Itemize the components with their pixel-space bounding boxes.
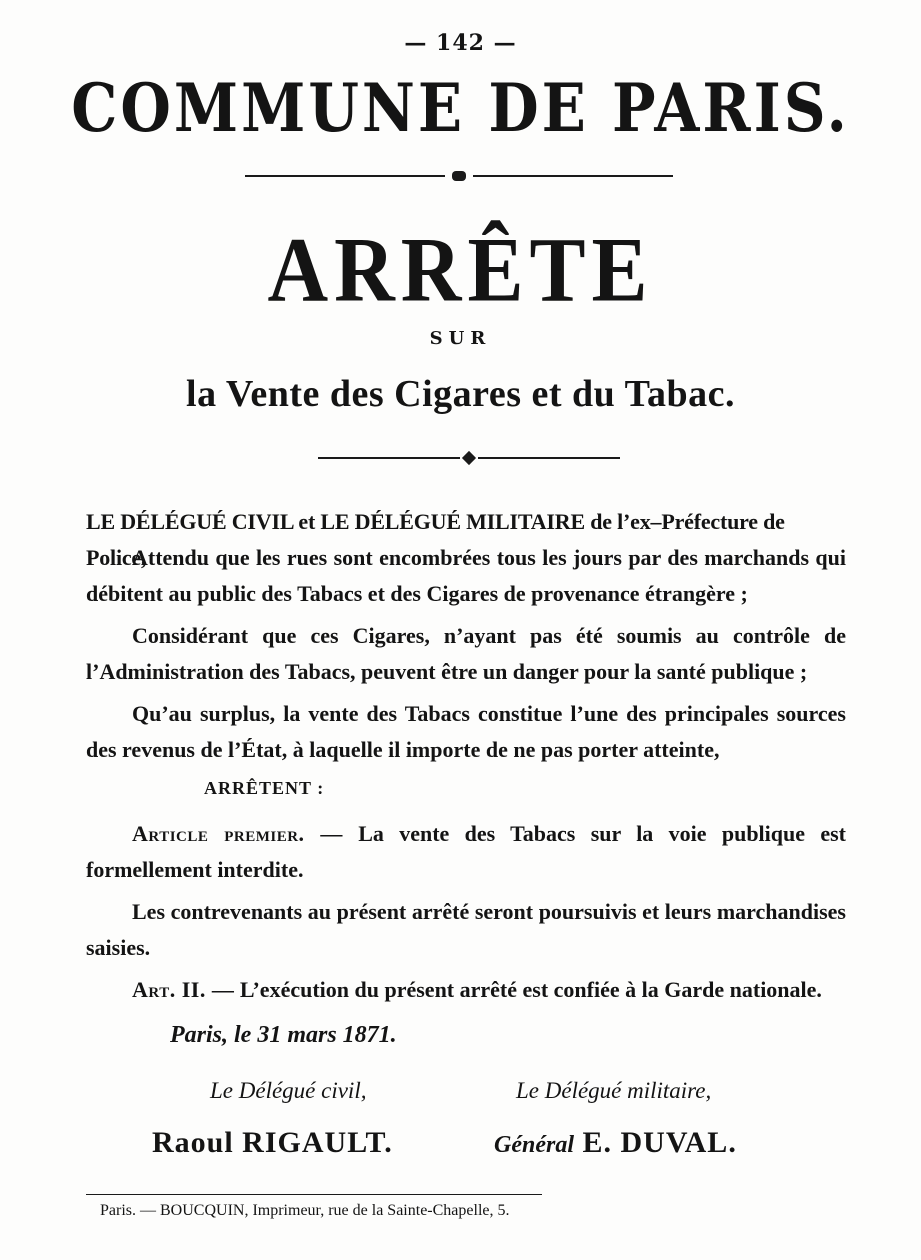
preamble: LE DÉLÉGUÉ CIVIL et LE DÉLÉGUÉ MILITAIRE de l’ex–Préfecture de Police,	[86, 509, 785, 570]
decree-subject: la Vente des Cigares et du Tabac.	[186, 373, 735, 415]
whereas-3: Qu’au surplus, la vente des Tabacs constitue l’une des principales sources des revenus de l’État, à laquelle il importe de ne pas porter atteinte,	[86, 701, 846, 762]
imprint-rule	[86, 1194, 542, 1195]
military-delegate-rank: Général	[494, 1132, 574, 1158]
article-1	[86, 816, 846, 888]
subject-rule-diamond	[462, 451, 476, 465]
whereas-2: Considérant que ces Cigares, n’ayant pas été soumis au contrôle de l’Administration des Tabacs, peuvent être un danger pour la santé publique ;	[86, 623, 846, 684]
subject-rule-right	[478, 457, 620, 459]
article-2-text: L’exécution du présent arrêté est confiée à la Garde nationale.	[239, 977, 822, 1002]
military-delegate-name: E. DUVAL.	[582, 1126, 737, 1159]
article-2-label: Art. II. —	[132, 977, 235, 1002]
whereas-block	[86, 540, 846, 768]
main-title: COMMUNE DE PARIS.	[71, 68, 850, 148]
title-rule-left	[245, 175, 445, 177]
articles-block	[86, 816, 846, 1008]
title-rule-ornament	[452, 171, 466, 181]
civil-delegate-role: Le Délégué civil,	[210, 1078, 367, 1103]
page-number: — 142 —	[404, 30, 517, 56]
printer-imprint: Paris. — BOUCQUIN, Imprimeur, rue de la Sainte-Chapelle, 5.	[100, 1202, 510, 1219]
decree-date: Paris, le 31 mars 1871.	[170, 1022, 397, 1048]
article-1-text: La vente des Tabacs sur la voie publique est formellement interdite.	[86, 821, 846, 882]
military-delegate-signature	[494, 1126, 737, 1160]
article-1-penalty: Les contrevenants au présent arrêté seront poursuivis et leurs marchandises saisies.	[86, 899, 846, 960]
enacting-clause: ARRÊTENT :	[204, 778, 325, 798]
civil-delegate-signature: Raoul RIGAULT.	[152, 1126, 393, 1159]
whereas-1: Attendu que les rues sont encombrées tous les jours par des marchands qui débitent au public des Tabacs et des Cigares de provenance étrangère ;	[86, 545, 846, 606]
military-delegate-role: Le Délégué militaire,	[516, 1078, 712, 1103]
title-rule-right	[473, 175, 673, 177]
article-1-label: Article premier. —	[132, 821, 343, 846]
decree-preposition: SUR	[429, 328, 492, 349]
subject-rule-left	[318, 457, 460, 459]
article-2	[86, 972, 846, 1008]
decree-title: ARRÊTE	[267, 219, 654, 322]
